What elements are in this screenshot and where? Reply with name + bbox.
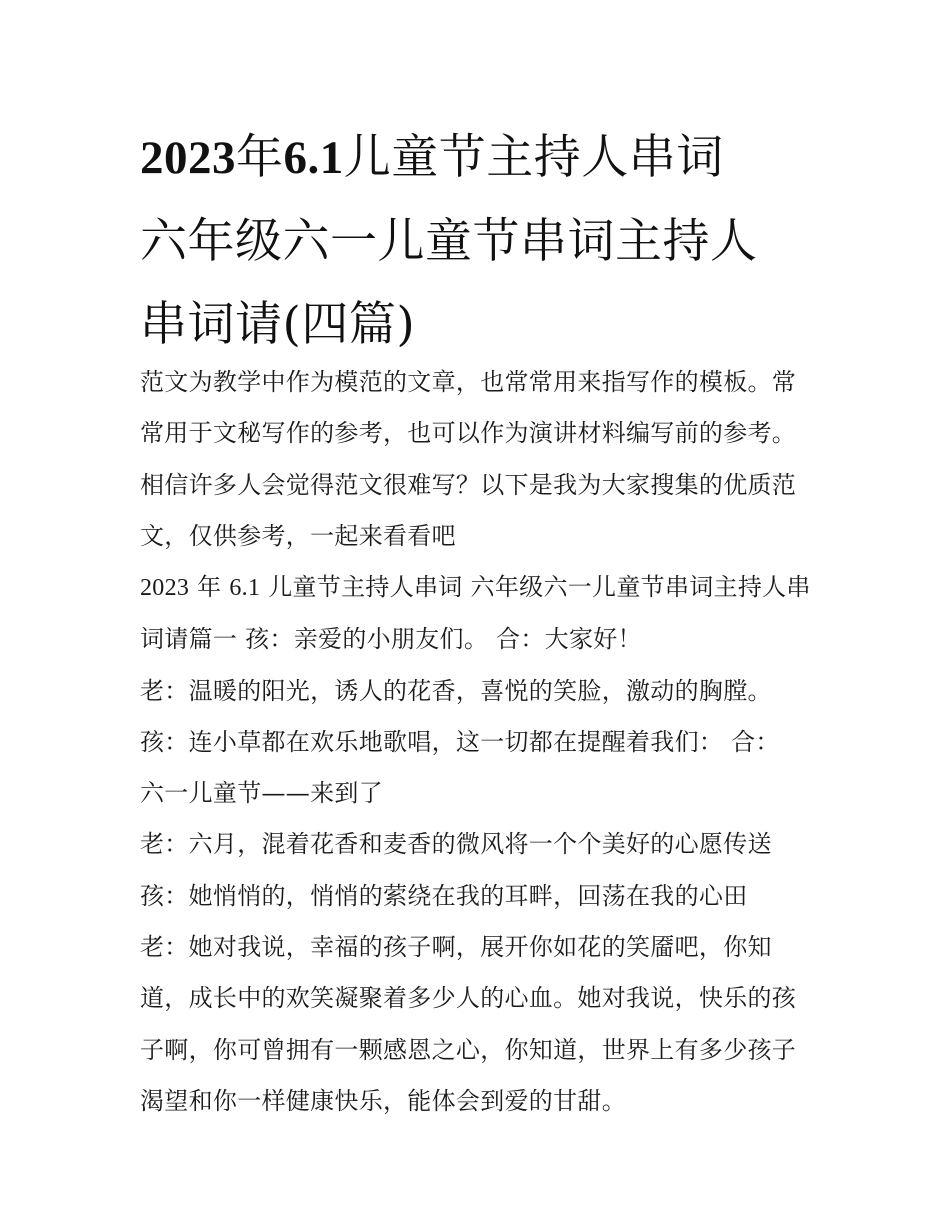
- dialogue-line: 老：温暖的阳光，诱人的花香，喜悦的笑脸，激动的胸膛。: [140, 676, 772, 705]
- intro-line: 文，仅供参考，一起来看看吧: [140, 521, 456, 550]
- intro-line: 相信许多人会觉得范文很难写？以下是我为大家搜集的优质范: [140, 470, 797, 499]
- title-line-2: 六年级六一儿童节串词主持人: [140, 214, 758, 269]
- section-heading-line: 词请篇一 孩：亲爱的小朋友们。 合：大家好！: [140, 625, 642, 654]
- dialogue-line: 老：六月，混着花香和麦香的微风将一个个美好的心愿传送: [140, 830, 772, 859]
- section-heading-line: 2023 年 6.1 儿童节主持人串词 六年级六一儿童节串词主持人串: [140, 573, 811, 601]
- title-line-3: 串词请(四篇): [140, 297, 416, 352]
- dialogue-line: 孩：连小草都在欢乐地歌唱，这一切都在提醒着我们： 合：: [140, 727, 780, 756]
- intro-paragraph: [140, 357, 830, 562]
- dialogue-line: 孩：她悄悄的，悄悄的萦绕在我的耳畔，回荡在我的心田: [140, 881, 748, 910]
- dialogue-line: 六一儿童节——来到了: [140, 779, 383, 808]
- dialogue-line: 子啊，你可曾拥有一颗感恩之心，你知道，世界上有多少孩子: [140, 1035, 797, 1064]
- intro-line: 范文为教学中作为模范的文章，也常常用来指写作的模板。常: [140, 368, 797, 396]
- script-body: [140, 562, 830, 1127]
- title-line-1: 2023年6.1儿童节主持人串词: [140, 130, 724, 185]
- document-title: [140, 116, 820, 366]
- dialogue-line: 渴望和你一样健康快乐，能体会到爱的甘甜。: [140, 1086, 626, 1115]
- intro-line: 常用于文秘写作的参考，也可以作为演讲材料编写前的参考。: [140, 419, 797, 448]
- dialogue-line: 老：她对我说，幸福的孩子啊，展开你如花的笑靥吧，你知: [140, 933, 772, 962]
- dialogue-line: 道，成长中的欢笑凝聚着多少人的心血。她对我说，快乐的孩: [140, 984, 797, 1013]
